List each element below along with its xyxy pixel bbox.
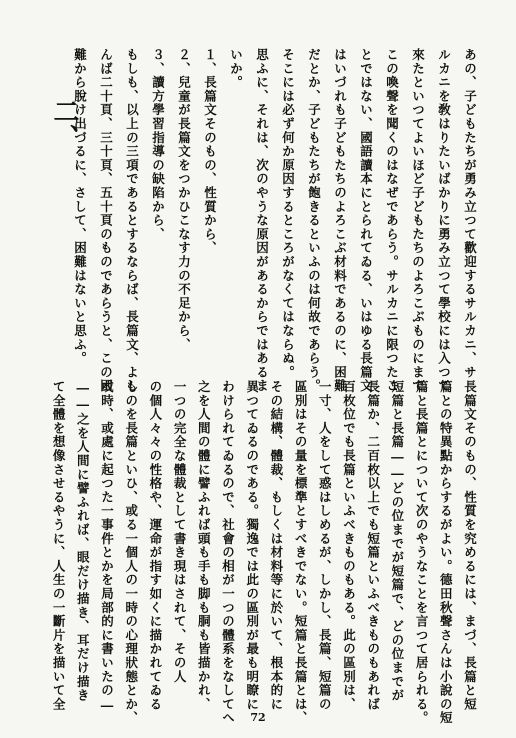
text-line: 異つてゐるのである。獨逸では此の區別が最も明瞭に <box>244 380 260 712</box>
page-number: 72 <box>250 711 266 724</box>
text-line: 一寸、人をして惑はしめるが、しかし、長篇、短篇の <box>317 380 333 712</box>
text-line: ２、兒童が長篇文をつかひこなす力の不足から、 <box>176 48 192 352</box>
text-line: とではない、國語讀本にとられてゐる、いはゆる長篇文 <box>358 48 374 393</box>
text-line: いか。 <box>228 48 244 90</box>
section-heading: 二、 <box>49 98 79 150</box>
text-line: て全體を想像させるやうに、人生の一斷片を描いて全 <box>51 380 67 712</box>
text-line: ものを長篇といひ、或る一個人の一時の心理狀態とか、 <box>123 380 139 725</box>
text-line: あの、子どもたちが勇み立つて歡迎するサルカニ、サ <box>462 48 478 380</box>
text-line: その結構、體裁、もしくは材料等に於いて、根本的に <box>268 380 284 712</box>
text-line: この喚聲を聞くのはなぜであらう。サルカニに限つたこ <box>384 48 400 393</box>
text-line: はいづれも子どもたちのよろこぶ材料であるのに、困難 <box>332 48 348 393</box>
text-line: 思ふに、それは、次のやうな原因があるからではあるま <box>254 48 270 393</box>
text-line: だとか、子どもたちが飽きるといふのは何故であらう。 <box>306 48 322 393</box>
text-line: そこには必ず何か原因するところがなくてはならぬ。 <box>280 48 296 380</box>
text-line: 區別はその量を標準とすべきでない。短篇と長篇とは、 <box>293 380 309 725</box>
text-line: 或時、或處に起つた一事件とかを局部的に書いたの― <box>99 380 115 714</box>
text-line: 一つの完全な體裁として書き現はされて、その人 <box>172 380 188 684</box>
text-line: ――之を人間に譬ふれば、眼だけ描き、耳だけ描き <box>75 380 91 703</box>
text-line: 百枚位でも長篇といふべきものもある。此の區別は、 <box>341 380 357 712</box>
text-line: ３、讀方學習指導の缺陷から、 <box>150 48 166 242</box>
text-line: 長篇文そのもの、性質を究めるには、まづ、長篇と短 <box>462 380 478 712</box>
text-line: もしも、以上の三項であるとするならば、長篇文、よし <box>124 48 140 393</box>
text-line: 長篇か、二百枚以上でも短篇といふべきものもあれば <box>365 380 381 712</box>
text-line: １、長篇文そのもの、性質から、 <box>202 48 218 255</box>
text-line: 之を人間の體に譬ふれば頭も手も脚も胴も皆描かれ、 <box>196 380 212 712</box>
text-line: わけられてゐるので、社會の相が一つの體系をなしてへ <box>220 380 236 725</box>
text-line: ルカニを敎はりたいばかりに勇み立つて學校には入つて <box>436 48 452 393</box>
text-line: 難から脫け出づるに、さして、困難はないと思ふ。 <box>72 48 88 366</box>
text-line: んば二十頁、三十頁、五十頁のものであらうと、この困 <box>98 48 114 393</box>
text-line: 篇との特異點からするがよい。德田秋聲さんは小說の短 <box>438 380 454 725</box>
text-line: 來たといつてよいほど子どもたちのよろこぶものにまで <box>410 48 426 393</box>
text-line: 短篇と長篇――どの位までが短篇で、どの位までが <box>389 380 405 703</box>
text-line: の個人々々の性格や、運命が指す如くに描かれてゐる <box>147 380 163 712</box>
text-line: 篇と長篇とについて次のやうなことを言つて居られる。 <box>414 380 430 725</box>
